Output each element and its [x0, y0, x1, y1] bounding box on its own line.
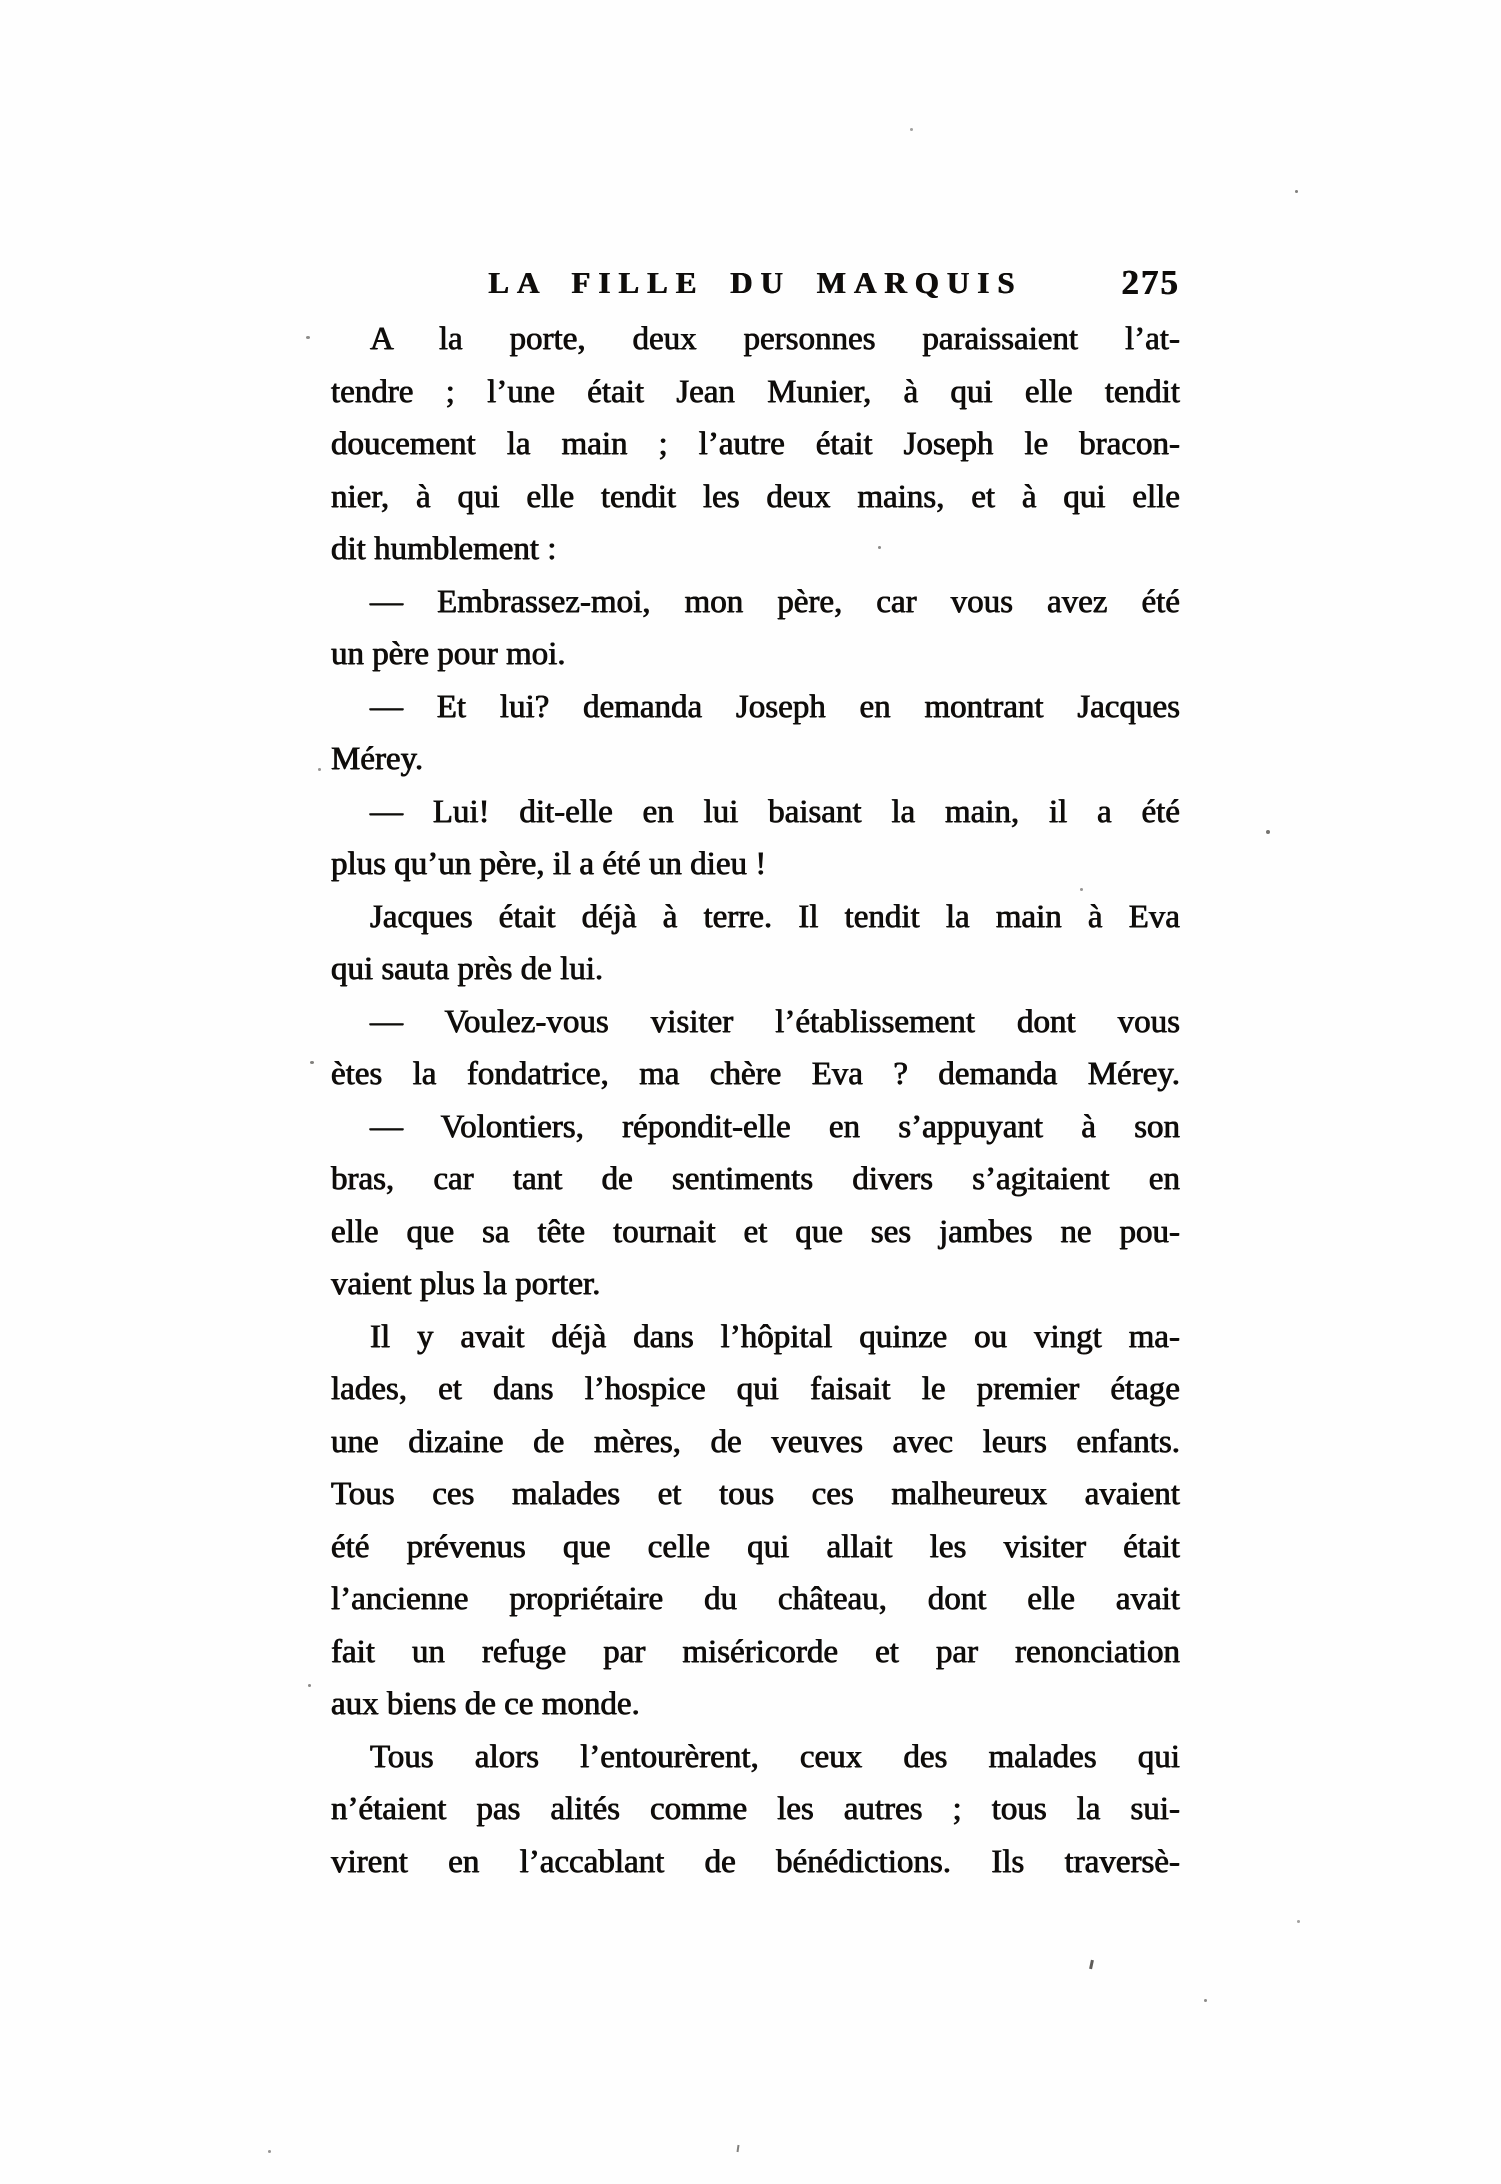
scan-speck	[1297, 1920, 1300, 1923]
page-number: 275	[1121, 263, 1180, 302]
text-line-24: été prévenus que celle qui allait les visiter était	[331, 1528, 1180, 1565]
text-line-30: virent en l’accablant de bénédictions. Ils traversè-	[331, 1843, 1180, 1880]
text-line-12: Jacques était déjà à terre. Il tendit la main à Eva	[370, 898, 1180, 935]
text-line-6: — Embrassez-moi, mon père, car vous avez été	[370, 583, 1180, 620]
text-line-27: aux biens de ce monde.	[331, 1686, 640, 1722]
text-line-23: Tous ces malades et tous ces malheureux avaient	[331, 1476, 1180, 1512]
scan-speck	[310, 1061, 314, 1064]
text-line-26: fait un refuge par miséricorde et par renonciation	[331, 1633, 1180, 1670]
running-title: LA FILLE DU MARQUIS	[488, 265, 1023, 300]
text-line-2: tendre ; l’une était Jean Munier, à qui elle tendit	[331, 373, 1180, 410]
text-line-14: — Voulez-vous visiter l’établissement dont vous	[370, 1003, 1180, 1040]
text-line-11: plus qu’un père, il a été un dieu !	[331, 846, 767, 882]
text-line-25: l’ancienne propriétaire du château, dont elle avait	[331, 1581, 1180, 1617]
text-line-16: — Volontiers, répondit-elle en s’appuyant à son	[370, 1108, 1180, 1145]
scan-speck	[737, 2145, 740, 2152]
text-line-17: bras, car tant de sentiments divers s’agitaient en	[331, 1161, 1180, 1197]
text-line-20: Il y avait déjà dans l’hôpital quinze ou vingt ma-	[370, 1318, 1180, 1355]
text-line-22: une dizaine de mères, de veuves avec leurs enfants.	[331, 1423, 1180, 1460]
scan-speck	[318, 768, 321, 771]
text-line-4: nier, à qui elle tendit les deux mains, et à qui elle	[331, 478, 1180, 515]
text-line-10: — Lui! dit-elle en lui baisant la main, il a été	[370, 793, 1180, 830]
scan-speck	[1089, 1960, 1094, 1969]
scan-speck	[1295, 190, 1298, 193]
scan-speck	[268, 2150, 271, 2153]
text-line-29: n’étaient pas alités comme les autres ; tous la sui-	[331, 1791, 1180, 1827]
page-header	[331, 258, 1180, 308]
text-line-28: Tous alors l’entourèrent, ceux des malades qui	[370, 1738, 1180, 1775]
text-line-19: vaient plus la porter.	[331, 1266, 601, 1302]
scan-speck	[1266, 830, 1270, 834]
text-line-1: A la porte, deux personnes paraissaient l’at-	[370, 321, 1180, 357]
scan-speck	[878, 546, 881, 549]
text-line-13: qui sauta près de lui.	[331, 951, 604, 987]
scan-speck	[1080, 888, 1083, 891]
text-line-8: — Et lui? demanda Joseph en montrant Jacques	[370, 688, 1180, 725]
text-line-18: elle que sa tête tournait et que ses jambes ne pou-	[331, 1213, 1180, 1250]
text-line-21: lades, et dans l’hospice qui faisait le premier étage	[331, 1371, 1180, 1407]
scan-speck	[306, 336, 310, 339]
scan-speck	[1204, 1999, 1207, 2002]
text-line-3: doucement la main ; l’autre était Joseph le bracon-	[331, 426, 1180, 462]
scan-speck	[910, 128, 913, 131]
text-line-7: un père pour moi.	[331, 636, 566, 672]
scan-speck	[308, 1684, 311, 1687]
text-line-5: dit humblement :	[331, 531, 557, 567]
text-line-15: ètes la fondatrice, ma chère Eva ? demanda Mérey.	[331, 1056, 1180, 1092]
text-block	[331, 313, 1180, 1888]
text-line-9: Mérey.	[331, 741, 424, 777]
